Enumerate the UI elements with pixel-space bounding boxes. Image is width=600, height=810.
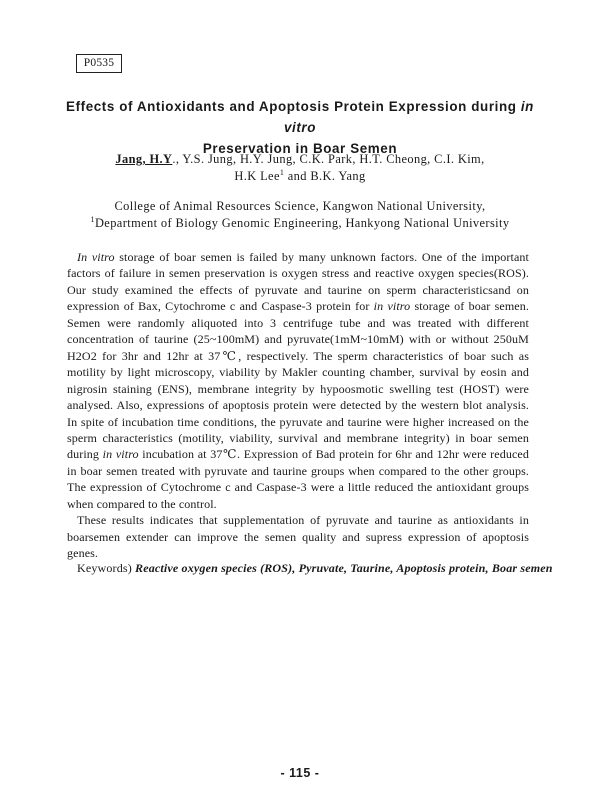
abstract-paragraph-2: These results indicates that supplementation of pyruvate and taurine as antioxidants in boarsemen extender can improve the semen quality and supress expression of apoptosis genes. [67, 513, 529, 561]
abstract-italic-in-vitro-1: In vitro [77, 250, 115, 264]
poster-code-box: P0535 [76, 54, 122, 73]
abstract-text-3: incubation at 37℃. Expression of Bad protein for 6hr and 12hr were reduced in boar semen treated with pyruvate and taurine groups when compared to the other groups. The expression of Cytochrome c and Caspase-3 were a little reduced the antioxidant groups when compared to the control. [67, 447, 529, 511]
author-line1-rest: ., Y.S. Jung, H.Y. Jung, C.K. Park, H.T. Cheong, C.I. Kim, [172, 152, 485, 166]
abstract-text-1: storage of boar semen is failed by many unknown factors. One of the important factors of failure in semen preservation is oxygen stress and reactive oxygen species(ROS). Our study examined the effects of pyruvate and taurine on sperm characteristicsand on expression of Bax, Cytochrome c and Caspase-3 protein for [67, 250, 529, 314]
keywords-label: Keywords) [77, 561, 136, 575]
title-line1-italic: in vitro [283, 99, 534, 135]
keywords-line [67, 560, 553, 577]
affiliations [80, 198, 520, 232]
page-number: - 115 - [280, 766, 320, 780]
abstract-text-2: storage of boar semen. Semen were randomly aliquoted into 3 centrifuge tube and was treated with different concentration of taurine (25~100mM) and pyruvate(1mM~10mM) with or without 250uM H2O2 for 3hr and 12hr at 37℃, respectively. The sperm characteristics of boar such as motility by light microscopy, viability by Makler counting chamber, survival by eosin and nigrosin staining (ENS), membrane integrity by hypoosmotic swelling test (HOST) were analysed. Also, expressions of apoptosis protein were detected by the western blot analysis. In spite of incubation time conditions, the pyruvate and taurine were higher increased on the sperm characteristics (motility, viability, survival and membrane integrity) in boar semen during [67, 299, 529, 462]
abstract-italic-in-vitro-3: in vitro [102, 447, 139, 462]
author-affiliation-mark: 1 [279, 167, 285, 177]
author-line2-prefix: H.K Lee [234, 169, 280, 183]
affiliation-secondary: Department of Biology Genomic Engineering, Hankyong National University [94, 216, 510, 230]
keywords-list: Reactive oxygen species (ROS), Pyruvate, Taurine, Apoptosis protein, Boar semen [135, 561, 553, 575]
abstract-italic-in-vitro-2: in vitro [373, 299, 411, 314]
author-list [100, 151, 500, 185]
affiliation-secondary-mark: 1 [90, 214, 95, 224]
title-line2-text: Preservation in Boar Semen [202, 141, 398, 156]
author-line2-rest: and B.K. Yang [284, 169, 366, 183]
title-line1-text: Effects of Antioxidants and Apoptosis Protein Expression during [66, 99, 521, 114]
abstract-body [67, 249, 529, 562]
presenting-author: Jang, H.Y [115, 152, 173, 166]
abstract-paragraph-1 [67, 249, 529, 512]
paper-title [60, 96, 540, 159]
affiliation-primary: College of Animal Resources Science, Kangwon National University, [114, 199, 486, 213]
